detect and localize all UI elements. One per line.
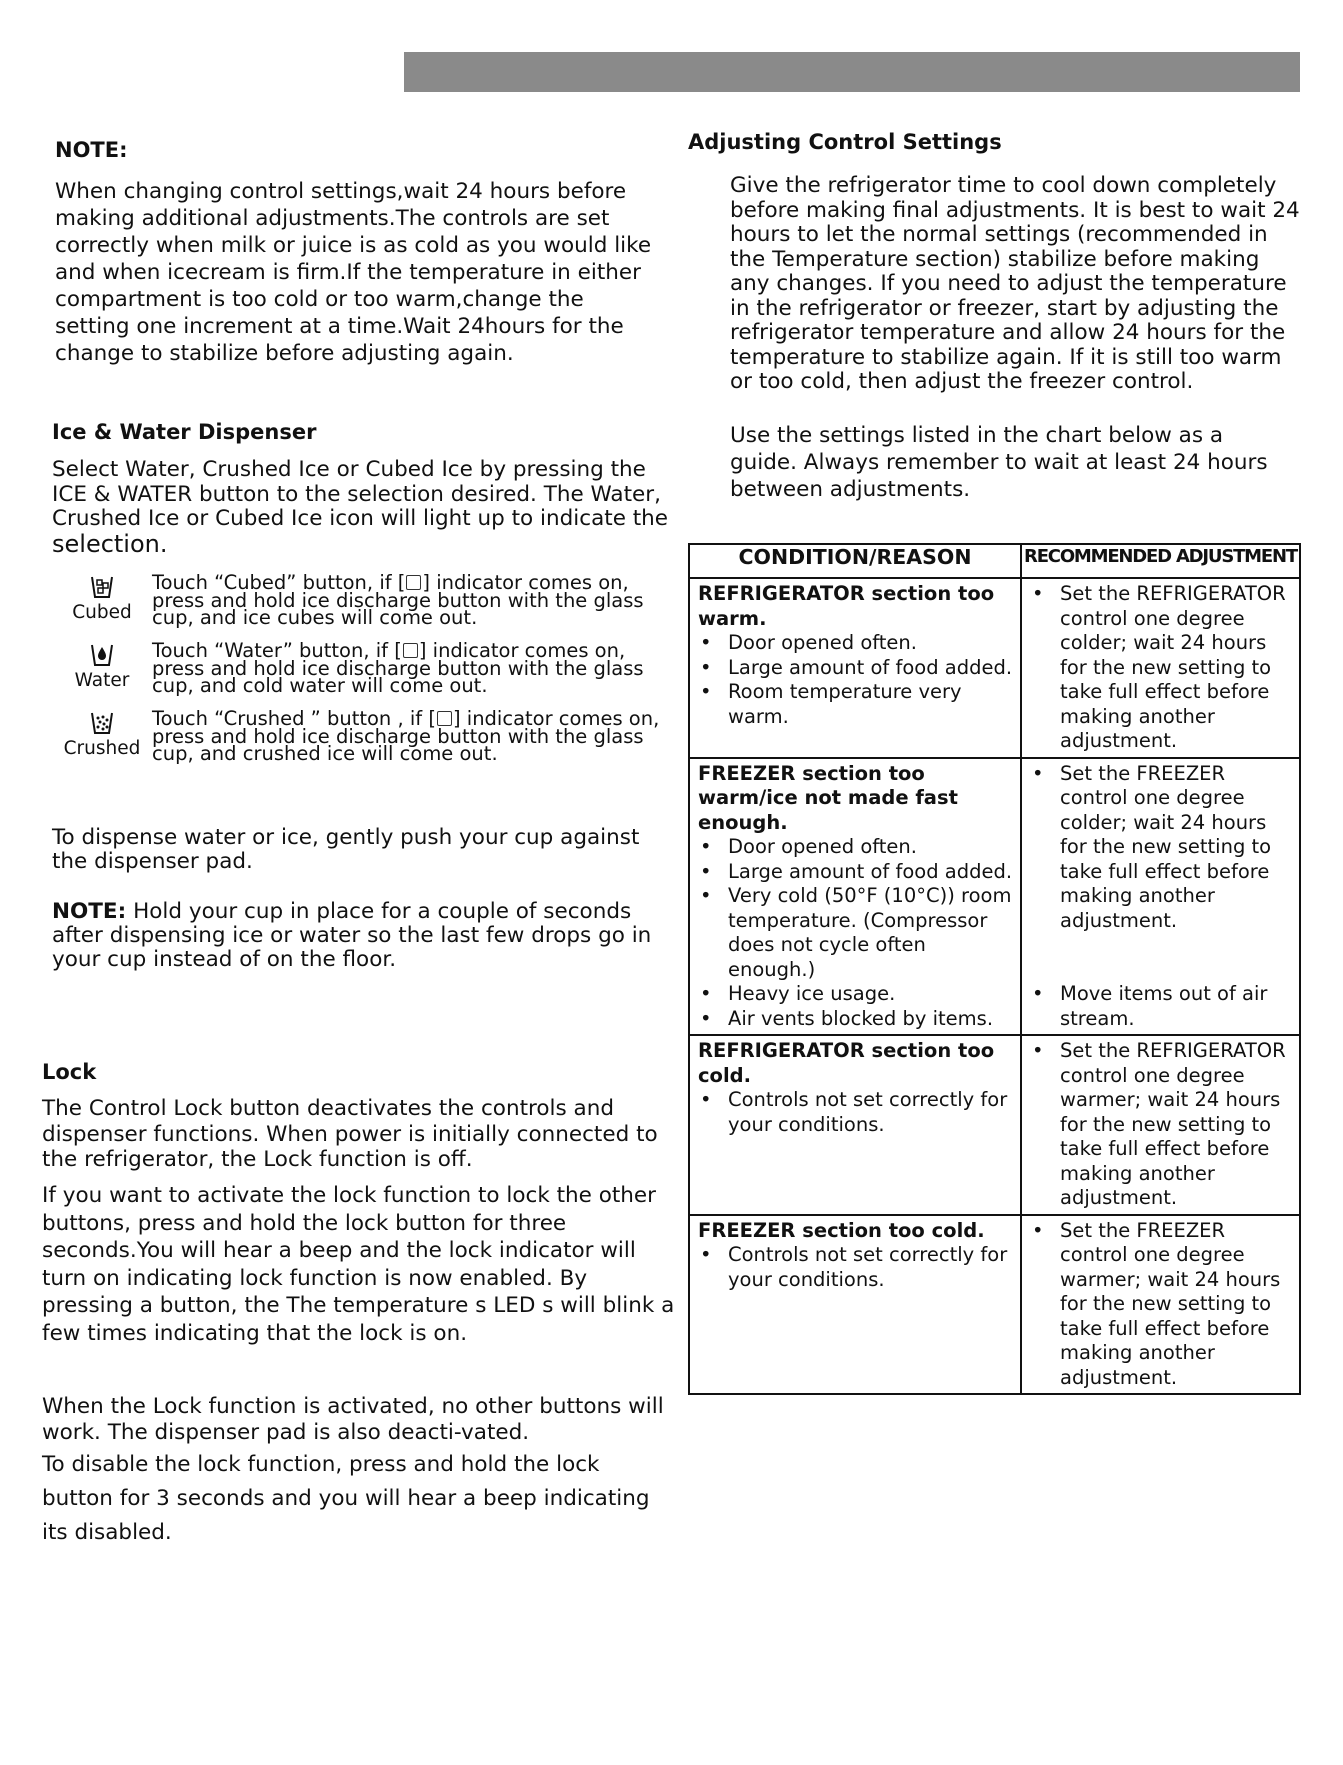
- adjustment-cell: [1021, 758, 1300, 1036]
- list-item: • Set the REFRIGERATOR control one degree colder; wait 24 hours for the new setting to take full effect before making another adjustment.: [1030, 582, 1295, 754]
- list-item: • Heavy ice usage.: [698, 982, 1016, 1007]
- list-item: • Air vents blocked by items.: [698, 1007, 1016, 1032]
- lock-paragraph-3: When the Lock function is activated, no other buttons will work. The dispenser pad is also deacti-vated.: [42, 1394, 664, 1445]
- condition-title: FREEZER section too cold.: [698, 1218, 985, 1242]
- adjustment-cell: [1021, 1035, 1300, 1215]
- condition-title: REFRIGERATOR section too cold.: [698, 1039, 995, 1087]
- list-item: • Room temperature very warm.: [698, 680, 1016, 729]
- adjustment-table: [688, 543, 1301, 1395]
- list-item: • Controls not set correctly for your conditions.: [698, 1088, 1016, 1137]
- adjusting-heading: Adjusting Control Settings: [688, 130, 1002, 154]
- adjustment-cell: [1021, 1215, 1300, 1395]
- list-item: • Door opened often.: [698, 631, 1016, 656]
- condition-header: CONDITION/REASON: [689, 544, 1021, 578]
- condition-cell: [689, 1035, 1021, 1215]
- condition-cell: [689, 578, 1021, 758]
- lock-heading: Lock: [42, 1060, 97, 1084]
- adjustment-header: RECOMMENDED ADJUSTMENT: [1021, 544, 1300, 578]
- list-item: • Set the FREEZER control one degree warmer; wait 24 hours for the new setting to take full effect before making another adjustment.: [1030, 1219, 1295, 1391]
- condition-title: REFRIGERATOR section too warm.: [698, 582, 995, 630]
- table-header-row: [689, 544, 1300, 578]
- ice-dispenser-heading: Ice & Water Dispenser: [52, 420, 317, 444]
- condition-cell: [689, 1215, 1021, 1395]
- list-item: • Set the REFRIGERATOR control one degree warmer; wait 24 hours for the new setting to take full effect before making another adjustment.: [1030, 1039, 1295, 1211]
- condition-cell: [689, 758, 1021, 1036]
- list-item: • Large amount of food added.: [698, 656, 1016, 681]
- note-heading: NOTE:: [55, 138, 128, 162]
- water-instructions: Touch “Water” button, if [ ] indicator comes on, press and hold ice discharge button with the glass cup, and cold water will come out.: [152, 639, 644, 697]
- condition-title: FREEZER section too warm/ice not made fast enough.: [698, 761, 958, 834]
- ice-dispenser-intro: Select Water, Crushed Ice or Cubed Ice by pressing the ICE & WATER button to the selection desired. The Water, Crushed Ice or Cubed Ice icon will light up to indicate the selection.: [52, 457, 669, 558]
- cubed-label: Cubed: [72, 602, 132, 623]
- cubed-ice-icon: [42, 574, 162, 623]
- table-row: [689, 578, 1300, 758]
- adjustment-cell: [1021, 578, 1300, 758]
- list-item: • Very cold (50°F (10°C)) room temperature. (Compressor does not cycle often enough.): [698, 884, 1016, 982]
- list-item: • Door opened often.: [698, 835, 1016, 860]
- list-item: • Large amount of food added.: [698, 860, 1016, 885]
- dispenser-note: NOTE: Hold your cup in place for a couple of seconds after dispensing ice or water so the last few drops go in your cup instead of on the floor.: [52, 899, 652, 972]
- adjusting-paragraph-1: Give the refrigerator time to cool down completely before making final adjustments. It is best to wait 24 hours to let the normal settings (recommended in the Temperature section) stabilize before making any changes. If you need to adjust the temperature in the refrigerator or freezer, start by adjusting the refrigerator temperature and allow 24 hours for the temperature to stabilize again. If it is still too warm or too cold, then adjust the freezer control.: [730, 173, 1300, 394]
- dispenser-option-cubed: [42, 571, 677, 636]
- header-bar: [404, 52, 1300, 92]
- table-row: [689, 1035, 1300, 1215]
- adjusting-paragraph-2: Use the settings listed in the chart below as a guide. Always remember to wait at least 24 hours between adjustments.: [730, 423, 1268, 502]
- table-row: [689, 758, 1300, 1036]
- lock-paragraph-2: If you want to activate the lock function to lock the other buttons, press and hold the lock button for three seconds.You will hear a beep and the lock indicator will turn on indicating lock function is now enabled. By pressing a button, the The temperature s LED s will blink a few times indicating that the lock is on.: [42, 1183, 675, 1346]
- dispenser-option-crushed: [42, 707, 677, 772]
- lock-paragraph-1: The Control Lock button deactivates the controls and dispenser functions. When power is initially connected to the refrigerator, the Lock function is off.: [42, 1096, 658, 1172]
- list-item: • Set the FREEZER control one degree colder; wait 24 hours for the new setting to take full effect before making another adjustment.: [1030, 762, 1295, 934]
- crushed-instructions: Touch “Crushed ” button , if [ ] indicator comes on, press and hold ice discharge button with the glass cup, and crushed ice will come out.: [152, 707, 660, 765]
- table-row: [689, 1215, 1300, 1395]
- crushed-ice-icon: [42, 710, 162, 759]
- dispenser-option-water: [42, 639, 677, 704]
- note-body: When changing control settings,wait 24 hours before making additional adjustments.The controls are set correctly when milk or juice is as cold as you would like and when icecream is firm.If the temperature in either compartment is too cold or too warm,change the setting one increment at a time.Wait 24hours for the change to stabilize before adjusting again.: [55, 179, 652, 366]
- list-item: • Controls not set correctly for your conditions.: [698, 1243, 1016, 1292]
- water-label: Water: [74, 670, 130, 691]
- dispense-instructions: To dispense water or ice, gently push your cup against the dispenser pad.: [52, 825, 640, 874]
- lock-paragraph-4: To disable the lock function, press and hold the lock button for 3 seconds and you will hear a beep indicating its disabled.: [42, 1452, 650, 1545]
- cubed-instructions: Touch “Cubed” button, if [ ] indicator comes on, press and hold ice discharge button with the glass cup, and ice cubes will come out.: [152, 571, 644, 629]
- crushed-label: Crushed: [63, 738, 141, 759]
- list-item: • Move items out of air stream.: [1030, 982, 1295, 1031]
- water-icon: [42, 642, 162, 691]
